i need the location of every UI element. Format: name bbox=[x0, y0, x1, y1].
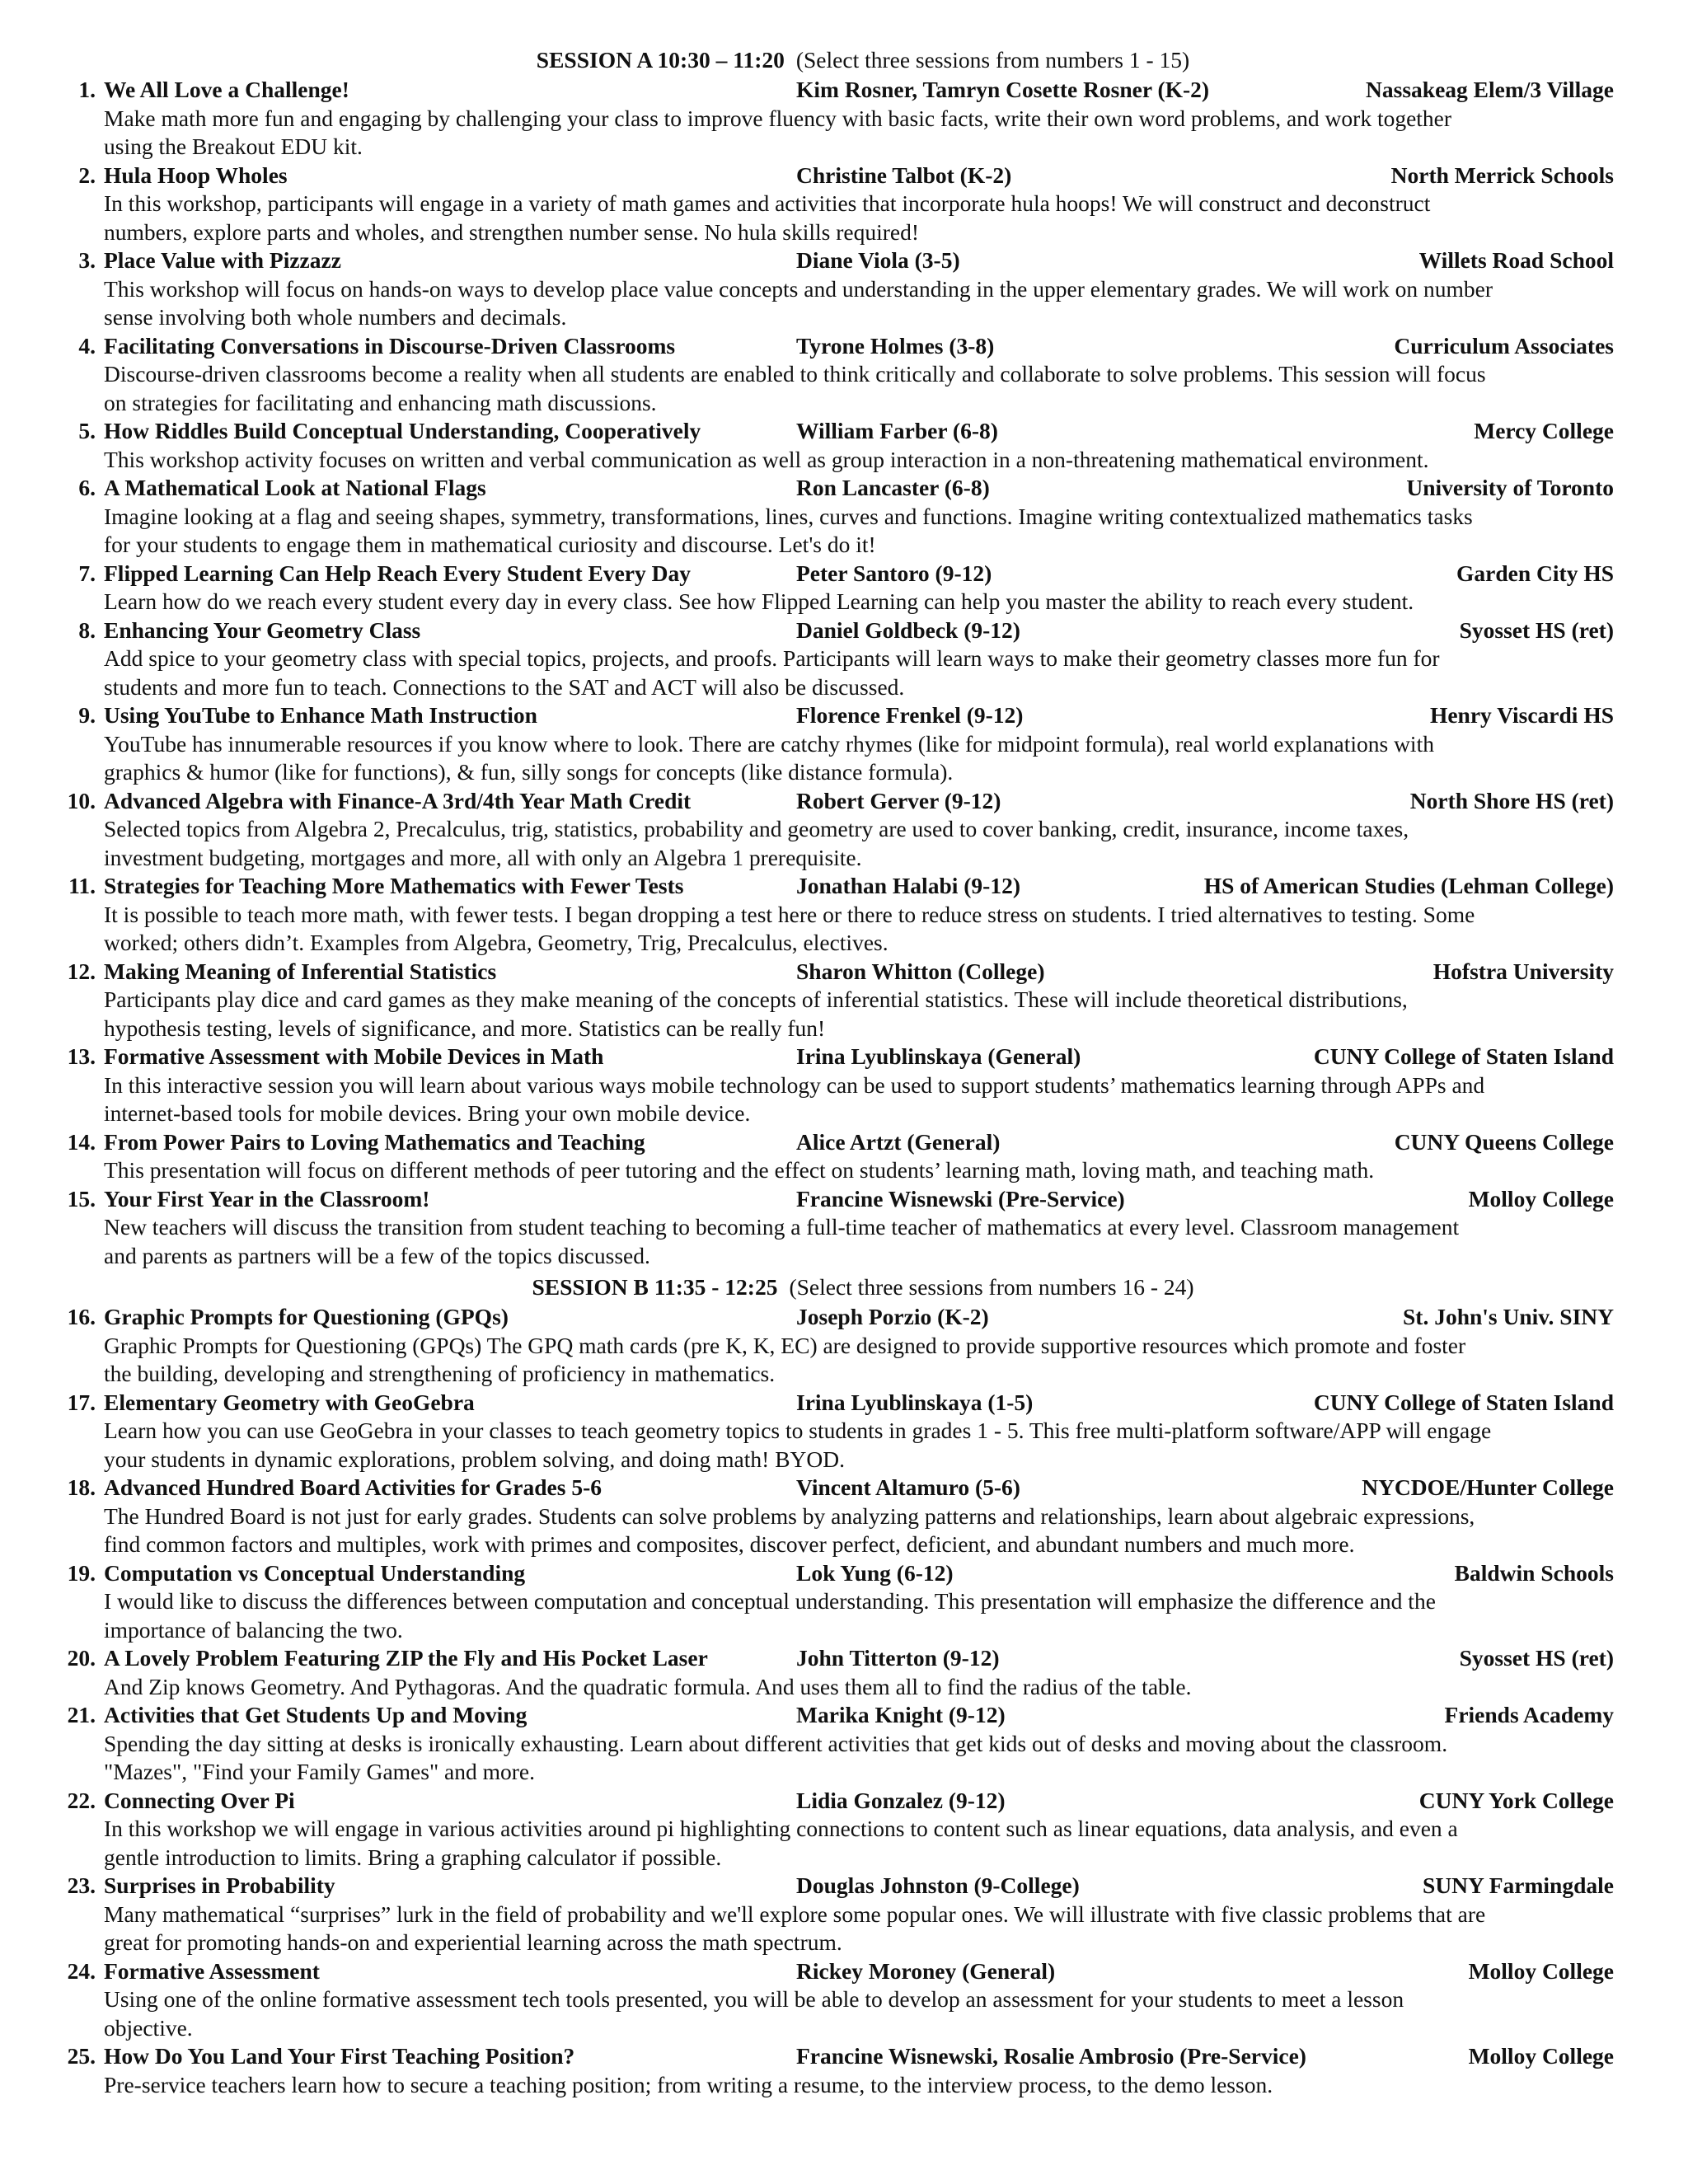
entry-title: Strategies for Teaching More Mathematics with Fewer Tests bbox=[104, 873, 684, 898]
session-a-note: (Select three sessions from numbers 1 - 15) bbox=[795, 47, 1190, 73]
entry-number: 5. bbox=[78, 418, 96, 443]
entry-affiliation: North Merrick Schools bbox=[1390, 162, 1614, 188]
entry-header bbox=[66, 76, 1630, 105]
entry-title: Using YouTube to Enhance Math Instruction bbox=[104, 702, 537, 728]
entry-title: From Power Pairs to Loving Mathematics and Teaching bbox=[104, 1128, 645, 1155]
entry-number: 22. bbox=[67, 1787, 96, 1813]
entry-description: Imagine looking at a flag and seeing shapes, symmetry, transformations, lines, curves and functions. Imagine writing contextualized mathematics tasks for your students to engage them in mathematical curiosity and discourse. Let's do it! bbox=[104, 503, 1473, 557]
session-a-list bbox=[66, 76, 1630, 1270]
entry-presenter: Irina Lyublinskaya (General) bbox=[796, 1043, 1081, 1069]
entry-description: Using one of the online formative assessment tech tools presented, you will be able to develop an assessment for your students to meet a lesson objective. bbox=[104, 1986, 1404, 2041]
entry-description: Many mathematical “surprises” lurk in the field of probability and we'll explore some popular ones. We will illustrate with five classic problems that are great for promoting hands-on and experiential learning across the math spectrum. bbox=[104, 1900, 1486, 1955]
session-b-note: (Select three sessions from numbers 16 - 24) bbox=[789, 1274, 1194, 1300]
entry-description: Add spice to your geometry class with special topics, projects, and proofs. Participants will learn ways to make their geometry classes more fun for students and more fun to teach. Connections to the SAT and ACT will also be discussed. bbox=[104, 645, 1440, 700]
session-entry bbox=[66, 162, 1630, 247]
entry-affiliation: Molloy College bbox=[1468, 1957, 1614, 1984]
entry-title: Activities that Get Students Up and Moving bbox=[104, 1702, 528, 1727]
entry-number: 7. bbox=[78, 560, 96, 586]
entry-title: Hula Hoop Wholes bbox=[104, 162, 288, 188]
entry-affiliation: CUNY College of Staten Island bbox=[1313, 1043, 1614, 1069]
entry-presenter: Tyrone Holmes (3-8) bbox=[796, 332, 995, 359]
entry-presenter: Peter Santoro (9-12) bbox=[796, 560, 992, 586]
entry-presenter: Joseph Porzio (K-2) bbox=[796, 1304, 989, 1329]
session-entry bbox=[66, 246, 1630, 332]
entry-affiliation: CUNY College of Staten Island bbox=[1313, 1389, 1614, 1415]
entry-description: The Hundred Board is not just for early grades. Students can solve problems by analyzing patterns and relationships, learn about algebraic expressions, find common factors and multiples, work with primes and composites, discover perfect, deficient, and abundant numbers and much more. bbox=[104, 1502, 1475, 1557]
entry-presenter: Kim Rosner, Tamryn Cosette Rosner (K-2) bbox=[796, 77, 1210, 102]
entry-description: Participants play dice and card games as they make meaning of the concepts of inferential statistics. These will include theoretical distributions, hypothesis testing, levels of significance, and more. Statistics can be really fun! bbox=[104, 987, 1408, 1041]
entry-description: Learn how you can use GeoGebra in your classes to teach geometry topics to students in grades 1 - 5. This free multi-platform software/APP will engage your students in dynamic explorations, problem solving, and doing math! BYOD. bbox=[104, 1418, 1492, 1472]
entry-presenter: Alice Artzt (General) bbox=[796, 1128, 1001, 1155]
entry-title: Your First Year in the Classroom! bbox=[104, 1185, 430, 1212]
entry-number: 17. bbox=[67, 1389, 96, 1415]
entry-number: 21. bbox=[67, 1702, 96, 1727]
entry-header bbox=[66, 1872, 1630, 1900]
entry-description: Learn how do we reach every student every day in every class. See how Flipped Learning can help you master the ability to reach every student. bbox=[104, 588, 1414, 614]
session-entry bbox=[66, 76, 1630, 162]
entry-number: 4. bbox=[78, 332, 96, 359]
entry-number: 11. bbox=[68, 873, 96, 898]
entry-header bbox=[66, 1389, 1630, 1418]
session-entry bbox=[66, 474, 1630, 560]
entry-affiliation: CUNY York College bbox=[1418, 1787, 1614, 1813]
entry-affiliation: Garden City HS bbox=[1456, 560, 1614, 586]
entry-header bbox=[66, 958, 1630, 987]
entry-affiliation: CUNY Queens College bbox=[1394, 1128, 1614, 1155]
session-entry bbox=[66, 2042, 1630, 2099]
entry-presenter: John Titterton (9-12) bbox=[796, 1645, 1000, 1671]
entry-number: 13. bbox=[67, 1043, 96, 1069]
session-entry bbox=[66, 1559, 1630, 1645]
entry-header bbox=[66, 1701, 1630, 1730]
entry-affiliation: Syosset HS (ret) bbox=[1459, 1645, 1614, 1671]
entry-header bbox=[66, 332, 1630, 361]
entry-affiliation: NYCDOE/Hunter College bbox=[1362, 1474, 1614, 1500]
entry-affiliation: Henry Viscardi HS bbox=[1429, 702, 1614, 728]
entry-presenter: Ron Lancaster (6-8) bbox=[796, 475, 990, 500]
entry-number: 18. bbox=[67, 1474, 96, 1500]
session-entry bbox=[66, 1787, 1630, 1872]
session-entry bbox=[66, 1303, 1630, 1389]
entry-number: 15. bbox=[67, 1185, 96, 1212]
session-b-title: SESSION B 11:35 - 12:25 bbox=[532, 1274, 778, 1300]
session-entry bbox=[66, 701, 1630, 787]
entry-affiliation: St. John's Univ. SINY bbox=[1403, 1304, 1614, 1329]
entry-presenter: Daniel Goldbeck (9-12) bbox=[796, 616, 1020, 643]
entry-header bbox=[66, 2042, 1630, 2071]
entry-header bbox=[66, 1559, 1630, 1588]
entry-header bbox=[66, 417, 1630, 446]
session-entry bbox=[66, 616, 1630, 702]
entry-number: 2. bbox=[78, 162, 96, 188]
entry-title: How Do You Land Your First Teaching Position? bbox=[104, 2043, 575, 2069]
entry-title: Graphic Prompts for Questioning (GPQs) bbox=[104, 1304, 509, 1329]
entry-number: 12. bbox=[67, 958, 96, 984]
entry-title: Place Value with Pizzazz bbox=[104, 247, 341, 273]
entry-presenter: Vincent Altamuro (5-6) bbox=[796, 1474, 1020, 1500]
entry-header bbox=[66, 1185, 1630, 1214]
entry-presenter: Francine Wisnewski, Rosalie Ambrosio (Pre-Service) bbox=[796, 2043, 1306, 2069]
entry-description: This presentation will focus on different methods of peer tutoring and the effect on students’ learning math, loving math, and teaching math. bbox=[104, 1157, 1375, 1183]
entry-title: Advanced Hundred Board Activities for Grades 5-6 bbox=[104, 1474, 602, 1500]
entry-header bbox=[66, 1957, 1630, 1986]
entry-affiliation: Molloy College bbox=[1468, 2043, 1614, 2069]
entry-presenter: Lok Yung (6-12) bbox=[796, 1559, 954, 1586]
entry-presenter: Sharon Whitton (College) bbox=[796, 958, 1045, 984]
session-entry bbox=[66, 1644, 1630, 1701]
entry-description: Make math more fun and engaging by challenging your class to improve fluency with basic facts, write their own word problems, and work together using the Breakout EDU kit. bbox=[104, 105, 1452, 159]
entry-affiliation: Curriculum Associates bbox=[1394, 332, 1614, 359]
entry-presenter: Lidia Gonzalez (9-12) bbox=[796, 1787, 1006, 1813]
entry-title: A Lovely Problem Featuring ZIP the Fly and His Pocket Laser bbox=[104, 1645, 708, 1671]
entry-description: In this interactive session you will learn about various ways mobile technology can be used to support students’ mathematics learning through APPs and internet-based tools for mobile devices. Bring your own mobile device. bbox=[104, 1071, 1485, 1126]
entry-title: Formative Assessment with Mobile Devices in Math bbox=[104, 1043, 604, 1069]
session-entry bbox=[66, 872, 1630, 958]
entry-affiliation: Molloy College bbox=[1468, 1185, 1614, 1212]
entry-presenter: Marika Knight (9-12) bbox=[796, 1702, 1006, 1727]
entry-header bbox=[66, 616, 1630, 645]
entry-title: A Mathematical Look at National Flags bbox=[104, 475, 486, 500]
entry-number: 1. bbox=[78, 77, 96, 102]
session-entry bbox=[66, 417, 1630, 474]
entry-title: How Riddles Build Conceptual Understanding, Cooperatively bbox=[104, 418, 701, 443]
session-a-title: SESSION A 10:30 – 11:20 bbox=[536, 47, 785, 73]
entry-description: Spending the day sitting at desks is ironically exhausting. Learn about different activities that get kids out of desks and moving about the classroom. "Mazes", "Find your Family Games" and more. bbox=[104, 1730, 1448, 1784]
entry-number: 20. bbox=[67, 1645, 96, 1671]
session-entry bbox=[66, 1389, 1630, 1474]
entry-description: Selected topics from Algebra 2, Precalculus, trig, statistics, probability and geometry are used to cover banking, credit, insurance, income taxes, investment budgeting, mortgages and more, all with only an Algebra 1 prerequisite. bbox=[104, 816, 1409, 870]
entry-title: Computation vs Conceptual Understanding bbox=[104, 1559, 526, 1586]
entry-description: New teachers will discuss the transition from student teaching to becoming a full-time teacher of mathematics at every level. Classroom management and parents as partners will be a few of the topics discussed. bbox=[104, 1214, 1460, 1268]
entry-presenter: William Farber (6-8) bbox=[796, 418, 998, 443]
entry-description: Graphic Prompts for Questioning (GPQs) The GPQ math cards (pre K, K, EC) are designed to provide supportive resources which promote and foster the building, developing and strengthening of proficiency in mathematics. bbox=[104, 1332, 1466, 1386]
session-entry bbox=[66, 560, 1630, 616]
entry-title: We All Love a Challenge! bbox=[104, 77, 349, 102]
entry-number: 24. bbox=[67, 1957, 96, 1984]
session-entry bbox=[66, 1185, 1630, 1271]
entry-number: 6. bbox=[78, 475, 96, 500]
entry-header bbox=[66, 1787, 1630, 1816]
session-entry bbox=[66, 958, 1630, 1043]
entry-header bbox=[66, 1043, 1630, 1071]
entry-number: 25. bbox=[67, 2043, 96, 2069]
entry-presenter: Jonathan Halabi (9-12) bbox=[796, 873, 1020, 898]
entry-header bbox=[66, 1303, 1630, 1332]
entry-header bbox=[66, 474, 1630, 503]
entry-header bbox=[66, 1128, 1630, 1157]
entry-title: Advanced Algebra with Finance-A 3rd/4th Year Math Credit bbox=[104, 787, 692, 813]
entry-affiliation: North Shore HS (ret) bbox=[1409, 787, 1614, 813]
session-b-header bbox=[66, 1273, 1630, 1301]
entry-title: Formative Assessment bbox=[104, 1957, 320, 1984]
entry-header bbox=[66, 872, 1630, 901]
entry-title: Facilitating Conversations in Discourse-Driven Classrooms bbox=[104, 332, 676, 359]
entry-affiliation: Hofstra University bbox=[1432, 958, 1614, 984]
entry-description: It is possible to teach more math, with fewer tests. I began dropping a test here or there to reduce stress on students. I tried alternatives to testing. Some worked; others didn’t. Examples from Algebra, Geometry, Trig, Precalculus, electives. bbox=[104, 901, 1475, 955]
session-b-list bbox=[66, 1303, 1630, 2099]
session-entry bbox=[66, 332, 1630, 418]
entry-presenter: Francine Wisnewski (Pre-Service) bbox=[796, 1185, 1125, 1212]
session-entry bbox=[66, 787, 1630, 873]
entry-title: Flipped Learning Can Help Reach Every Student Every Day bbox=[104, 560, 691, 586]
entry-number: 8. bbox=[78, 616, 96, 643]
entry-presenter: Diane Viola (3-5) bbox=[796, 247, 960, 273]
entry-description: And Zip knows Geometry. And Pythagoras. And the quadratic formula. And uses them all to find the radius of the table. bbox=[104, 1673, 1192, 1699]
entry-number: 14. bbox=[67, 1128, 96, 1155]
entry-title: Surprises in Probability bbox=[104, 1872, 335, 1898]
entry-title: Making Meaning of Inferential Statistics bbox=[104, 958, 497, 984]
entry-affiliation: HS of American Studies (Lehman College) bbox=[1203, 873, 1614, 898]
entry-description: Pre-service teachers learn how to secure a teaching position; from writing a resume, to the interview process, to the demo lesson. bbox=[104, 2071, 1273, 2097]
entry-title: Elementary Geometry with GeoGebra bbox=[104, 1389, 475, 1415]
entry-title: Connecting Over Pi bbox=[104, 1787, 295, 1813]
entry-description: Discourse-driven classrooms become a reality when all students are enabled to think critically and collaborate to solve problems. This session will focus on strategies for facilitating and enhancing math discussions. bbox=[104, 361, 1486, 415]
entry-header bbox=[66, 1474, 1630, 1502]
entry-affiliation: Mercy College bbox=[1474, 418, 1614, 443]
session-entry bbox=[66, 1128, 1630, 1185]
entry-presenter: Douglas Johnston (9-College) bbox=[796, 1872, 1080, 1898]
entry-affiliation: Friends Academy bbox=[1444, 1702, 1614, 1727]
entry-header bbox=[66, 162, 1630, 190]
entry-affiliation: Syosset HS (ret) bbox=[1459, 616, 1614, 643]
entry-header bbox=[66, 246, 1630, 275]
entry-title: Enhancing Your Geometry Class bbox=[104, 616, 421, 643]
entry-affiliation: SUNY Farmingdale bbox=[1423, 1872, 1614, 1898]
entry-header bbox=[66, 1644, 1630, 1673]
session-entry bbox=[66, 1701, 1630, 1787]
entry-affiliation: University of Toronto bbox=[1406, 475, 1614, 500]
entry-affiliation: Willets Road School bbox=[1418, 247, 1614, 273]
entry-number: 16. bbox=[67, 1304, 96, 1329]
entry-description: In this workshop we will engage in various activities around pi highlighting connections to content such as linear equations, data analysis, and even a gentle introduction to limits. Bring a graphing calculator if possible. bbox=[104, 1816, 1458, 1870]
session-entry bbox=[66, 1474, 1630, 1559]
entry-description: In this workshop, participants will engage in a variety of math games and activities that incorporate hula hoops! We will construct and deconstruct numbers, explore parts and wholes, and strengthen number sense. No hula skills required! bbox=[104, 190, 1431, 245]
entry-presenter: Robert Gerver (9-12) bbox=[796, 787, 1001, 813]
entry-header bbox=[66, 787, 1630, 816]
entry-presenter: Rickey Moroney (General) bbox=[796, 1957, 1056, 1984]
entry-header bbox=[66, 701, 1630, 730]
session-entry bbox=[66, 1957, 1630, 2043]
session-entry bbox=[66, 1043, 1630, 1128]
entry-number: 10. bbox=[67, 787, 96, 813]
entry-header bbox=[66, 560, 1630, 588]
entry-description: This workshop will focus on hands-on ways to develop place value concepts and understanding in the upper elementary grades. We will work on number sense involving both whole numbers and decimals. bbox=[104, 275, 1493, 330]
entry-number: 9. bbox=[78, 702, 96, 728]
entry-affiliation: Nassakeag Elem/3 Village bbox=[1366, 77, 1614, 102]
session-entry bbox=[66, 1872, 1630, 1957]
session-a-header bbox=[66, 46, 1630, 74]
entry-affiliation: Baldwin Schools bbox=[1454, 1559, 1614, 1586]
entry-number: 23. bbox=[67, 1872, 96, 1898]
entry-number: 3. bbox=[78, 247, 96, 273]
entry-description: I would like to discuss the differences between computation and conceptual understanding. This presentation will emphasize the difference and the importance of balancing the two. bbox=[104, 1588, 1436, 1643]
entry-presenter: Christine Talbot (K-2) bbox=[796, 162, 1012, 188]
entry-description: This workshop activity focuses on written and verbal communication as well as group interaction in a non-threatening mathematical environment. bbox=[104, 446, 1429, 472]
entry-presenter: Irina Lyublinskaya (1-5) bbox=[796, 1389, 1034, 1415]
entry-presenter: Florence Frenkel (9-12) bbox=[796, 702, 1024, 728]
entry-description: YouTube has innumerable resources if you know where to look. There are catchy rhymes (like for midpoint formula), real world explanations with graphics & humor (like for functions), & fun, silly songs for concepts (like distance formula). bbox=[104, 730, 1434, 785]
entry-number: 19. bbox=[67, 1559, 96, 1586]
